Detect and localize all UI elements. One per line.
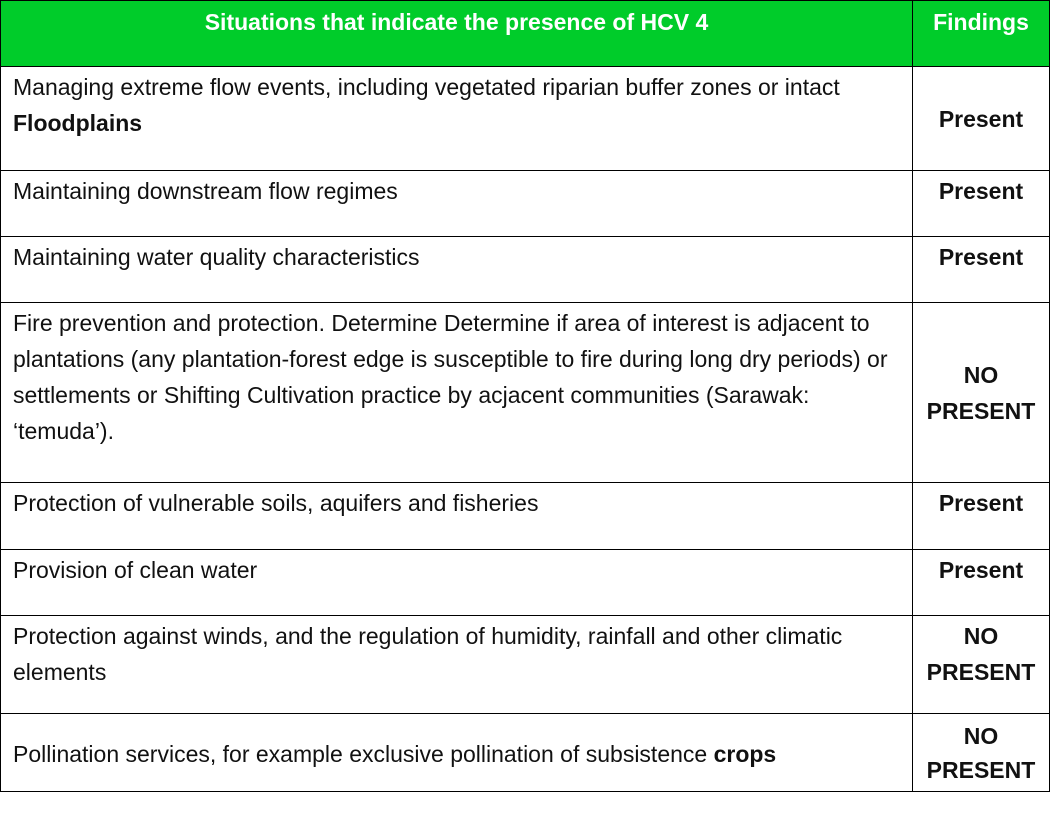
- finding-line-present: PRESENT: [926, 397, 1036, 424]
- finding-cell: Present: [913, 483, 1050, 550]
- situation-cell: Maintaining water quality characteristics: [1, 237, 913, 303]
- situation-cell: Protection against winds, and the regulation of humidity, rainfall and other climatic elements: [1, 616, 913, 714]
- situation-cell: Protection of vulnerable soils, aquifers and fisheries: [1, 483, 913, 550]
- finding-cell: Present: [913, 550, 1050, 616]
- situation-text: Pollination services, for example exclusive pollination of subsistence: [13, 740, 714, 767]
- situation-cell: Provision of clean water: [1, 550, 913, 616]
- situation-bold-text: Floodplains: [13, 110, 143, 136]
- table-row: [1, 237, 1050, 303]
- finding-cell: [913, 714, 1050, 792]
- table-row: [1, 483, 1050, 550]
- finding-cell: Present: [913, 67, 1050, 171]
- situation-cell: [1, 714, 913, 792]
- finding-line-no: NO: [963, 623, 999, 649]
- situation-text: Managing extreme flow events, including vegetated riparian buffer zones or intact: [13, 74, 840, 100]
- table-row: [1, 714, 1050, 792]
- header-findings: Findings: [913, 1, 1050, 67]
- table-row: [1, 171, 1050, 237]
- finding-cell: Present: [913, 237, 1050, 303]
- situation-cell: [1, 67, 913, 171]
- finding-cell: [913, 303, 1050, 483]
- finding-line-no: NO: [963, 722, 999, 749]
- table-row: [1, 550, 1050, 616]
- table-row: [1, 67, 1050, 171]
- finding-line-present: PRESENT: [926, 756, 1036, 783]
- header-situations: Situations that indicate the presence of HCV 4: [1, 1, 913, 67]
- finding-cell: [913, 616, 1050, 714]
- finding-cell: Present: [913, 171, 1050, 237]
- finding-line-no: NO: [963, 361, 999, 388]
- table-header-row: [1, 1, 1050, 67]
- situation-cell: Maintaining downstream flow regimes: [1, 171, 913, 237]
- table-row: [1, 303, 1050, 483]
- table-row: [1, 616, 1050, 714]
- situation-cell: Fire prevention and protection. Determine Determine if area of interest is adjacent to plantations (any plantation-forest edge is susceptible to fire during long dry periods) or settlements or Shifting Cultivation practice by acjacent communities (Sarawak: ‘temuda’).: [1, 303, 913, 483]
- finding-line-present: PRESENT: [926, 659, 1036, 685]
- situation-bold-text: crops: [713, 740, 777, 767]
